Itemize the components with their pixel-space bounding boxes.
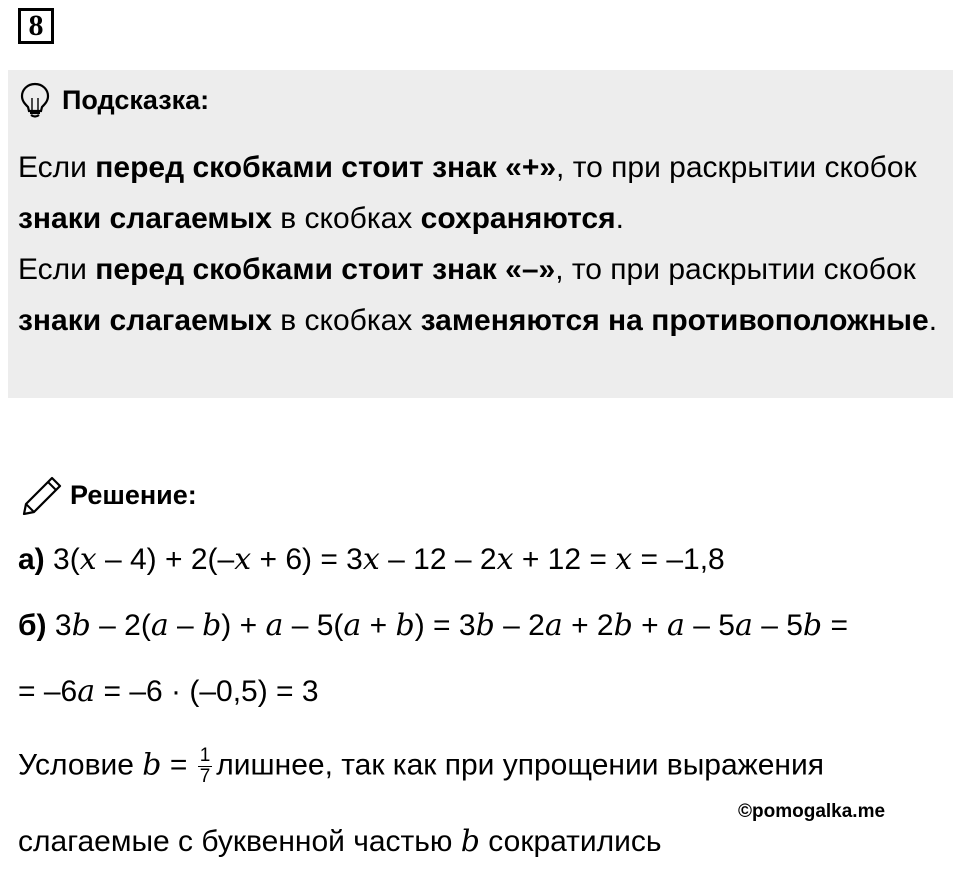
solution-line-b	[18, 608, 848, 643]
math-variable: b	[142, 747, 162, 783]
fraction-numerator: 1	[199, 745, 211, 766]
math-text: 3	[46, 609, 72, 642]
math-variable: x	[362, 542, 380, 577]
math-text: + 12 =	[513, 543, 616, 576]
text: Если	[18, 151, 96, 184]
text: лишнее, так как при упрощении выражения	[216, 748, 824, 782]
math-variable: a	[734, 608, 753, 643]
math-text: – 5	[752, 609, 803, 642]
math-variable: b	[802, 608, 823, 643]
text: =	[161, 748, 196, 782]
bold-text: перед скобками стоит знак «+»	[95, 151, 557, 184]
hint-header	[20, 82, 209, 118]
math-variable: a	[544, 608, 563, 643]
hint-paragraph-minus	[18, 244, 943, 346]
math-text: = –6 · (–0,5) = 3	[95, 675, 319, 708]
text: слагаемые с буквенной частью	[18, 825, 461, 858]
text: , то при раскрытии скобок	[556, 151, 917, 184]
hint-paragraph-plus	[18, 142, 943, 244]
bold-text: перед скобками стоит знак «–»	[95, 253, 556, 286]
copyright-watermark: ©pomogalka.me	[738, 801, 886, 822]
text: .	[615, 202, 624, 235]
math-text: ) = 3	[414, 609, 476, 642]
bold-text: сохраняются	[420, 202, 616, 235]
bold-text: заменяются на противоположные	[420, 304, 929, 337]
math-variable: b	[395, 608, 415, 643]
math-variable: a	[150, 608, 169, 643]
math-text: – 12 – 2	[379, 543, 497, 576]
math-variable: x	[79, 542, 97, 577]
math-text: – 2	[494, 609, 545, 642]
fraction-denominator: 7	[199, 766, 211, 787]
math-text: + 6) = 3	[251, 543, 363, 576]
math-text: = –1,8	[632, 543, 725, 576]
bold-text: знаки слагаемых	[18, 202, 272, 235]
text: , то при раскрытии скобок	[555, 253, 916, 286]
note-line-1	[18, 746, 824, 787]
math-text: + 2	[562, 609, 614, 642]
solution-header	[20, 474, 197, 516]
item-label: б)	[18, 609, 47, 642]
math-variable: a	[343, 608, 362, 643]
fraction	[198, 746, 213, 787]
text: .	[928, 304, 938, 337]
pencil-icon	[20, 475, 64, 515]
math-variable: b	[613, 608, 633, 643]
math-variable: x	[615, 542, 633, 577]
math-variable: a	[77, 674, 96, 709]
task-number: 8	[18, 8, 54, 44]
solution-line-b-continued	[18, 674, 319, 709]
math-text: –	[168, 609, 203, 642]
math-text: – 4) + 2(–	[96, 543, 235, 576]
math-text: – 5	[684, 609, 735, 642]
solution-line-a	[18, 542, 725, 577]
math-text: =	[822, 609, 848, 642]
math-text: 3(	[44, 543, 80, 576]
math-variable: a	[265, 608, 284, 643]
math-variable: x	[234, 542, 252, 577]
note-line-2	[18, 824, 662, 859]
math-text: = –6	[18, 675, 78, 708]
bold-text: знаки слагаемых	[18, 304, 272, 337]
math-text: – 2(	[90, 609, 151, 642]
math-variable: b	[202, 608, 222, 643]
hint-title: Подсказка:	[62, 84, 210, 115]
math-text: – 5(	[283, 609, 344, 642]
math-text: +	[361, 609, 396, 642]
math-text: +	[632, 609, 668, 642]
math-variable: a	[667, 608, 685, 643]
text: Если	[18, 253, 96, 286]
text: сократились	[479, 825, 662, 858]
hint-text	[18, 142, 943, 346]
math-variable: b	[475, 608, 495, 643]
text: в скобках	[271, 304, 421, 337]
math-variable: x	[496, 542, 514, 577]
math-variable: b	[460, 824, 480, 859]
item-label: а)	[18, 543, 45, 576]
text: Условие	[18, 748, 143, 782]
math-variable: b	[71, 608, 91, 643]
solution-title: Решение:	[70, 479, 197, 510]
math-text: ) +	[221, 609, 266, 642]
lightbulb-icon	[20, 82, 50, 118]
text: в скобках	[271, 202, 421, 235]
